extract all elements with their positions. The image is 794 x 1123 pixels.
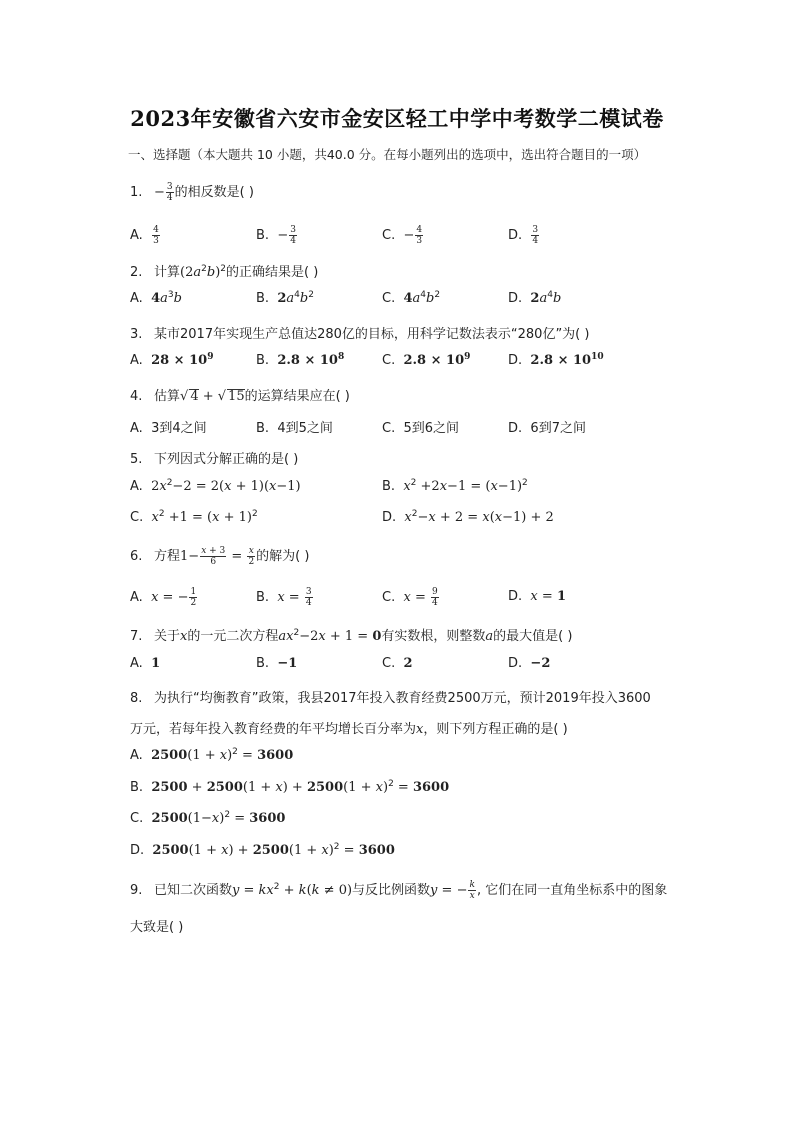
q5-option-b[interactable]: B. $x^2 +2x-1 = (x-1)^2$ (382, 478, 528, 494)
q1-option-b[interactable]: B. − $\frac{3}{4}$ (256, 225, 296, 246)
question-4: 4. 估算√ 4 + √ 15的运算结果应在( ) (130, 389, 350, 404)
q7-option-c[interactable]: C. 2 (382, 656, 413, 671)
q2-option-a[interactable]: A. $4a^3b$ (130, 290, 182, 306)
q3-option-a[interactable]: A. $28 \times 10^9$ (130, 352, 214, 368)
q4-option-a[interactable]: A. 3到4之间 (130, 421, 207, 436)
question-6: 6. 方程1− $\frac{x + 3}{6}$ = $\frac{x}{2}$ 的解为( ) (130, 546, 310, 567)
question-8-line2: 万元，若每年投入教育经费的年平均增长百分率为x，则下列方程正确的是( ) (130, 722, 568, 737)
q2-option-d[interactable]: D. $2a^4b$ (508, 290, 562, 306)
question-9: 9. 已知二次函数$y = kx^2 + k(k \ne 0)$与反比例函数y = − $\frac{k}{x}$ , 它们在同一直角坐标系中的图象 (130, 880, 668, 901)
q7-option-a[interactable]: A. 1 (130, 656, 161, 671)
question-9-line2: 大致是( ) (130, 920, 184, 935)
q3-option-c[interactable]: C. $2.8 \times 10^9$ (382, 352, 471, 368)
page-title: 2023年安徽省六安市金安区轻工中学中考数学二模试卷 (130, 106, 664, 131)
q8-option-a[interactable]: A. $2500(1 + x)^2 = 3600$ (130, 747, 294, 763)
q2-option-b[interactable]: B. $2a^4b^2$ (256, 290, 314, 306)
section-heading: 一、选择题（本大题共 10 小题，共40.0 分。在每小题列出的选项中，选出符合题目的一项） (128, 147, 647, 162)
question-1: 1. − $\frac{3}{4}$ 的相反数是( ) (130, 182, 254, 203)
q7-option-d[interactable]: D. −2 (508, 656, 551, 671)
q8-option-d[interactable]: D. $2500(1 + x) + 2500(1 + x)^2 = 3600$ (130, 842, 395, 858)
q4-option-c[interactable]: C. 5到6之间 (382, 421, 460, 436)
question-3: 3. 某市2017年实现生产总值达280亿的目标，用科学记数法表示“280亿”为( ) (130, 327, 590, 342)
question-2: 2. 计算$(2a^2b)^2$的正确结果是( ) (130, 264, 319, 280)
q7-option-b[interactable]: B. −1 (256, 656, 298, 671)
q6-option-a[interactable]: A. x = − $\frac{1}{2}$ (130, 587, 197, 608)
q3-option-d[interactable]: D. $2.8 \times 10^{10}$ (508, 352, 604, 368)
q5-option-d[interactable]: D. $x^2-x + 2 = x(x-1) + 2$ (382, 509, 554, 525)
q1-option-c[interactable]: C. − $\frac{4}{3}$ (382, 225, 423, 246)
q1-option-d[interactable]: D. $\frac{3}{4}$ (508, 225, 539, 246)
q6-option-c[interactable]: C. x = $\frac{9}{4}$ (382, 587, 438, 608)
question-7: 7. 关于x的一元二次方程$ax^2-2x + 1 = 0$有实数根，则整数a的最大值是( ) (130, 628, 573, 644)
q5-option-c[interactable]: C. $x^2 +1 = (x + 1)^2$ (130, 509, 258, 525)
q1-option-a[interactable]: A. $\frac{4}{3}$ (130, 225, 159, 246)
q8-option-c[interactable]: C. $2500(1-x)^2 = 3600$ (130, 810, 286, 826)
q8-option-b[interactable]: B. $2500 + 2500(1 + x) + 2500(1 + x)^2 = 3600$ (130, 779, 450, 795)
q4-option-d[interactable]: D. 6到7之间 (508, 421, 586, 436)
q6-option-b[interactable]: B. x = $\frac{3}{4}$ (256, 587, 312, 608)
q6-option-d[interactable]: D. x = 1 (508, 589, 566, 604)
q3-option-b[interactable]: B. $2.8 \times 10^8$ (256, 352, 345, 368)
q4-option-b[interactable]: B. 4到5之间 (256, 421, 333, 436)
q2-option-c[interactable]: C. $4a^4b^2$ (382, 290, 441, 306)
q5-option-a[interactable]: A. $2x^2-2 = 2(x + 1)(x-1)$ (130, 478, 301, 494)
question-5: 5. 下列因式分解正确的是( ) (130, 452, 299, 467)
question-8: 8. 为执行“均衡教育”政策，我县2017年投入教育经费2500万元，预计2019年投入3600 (130, 691, 651, 706)
